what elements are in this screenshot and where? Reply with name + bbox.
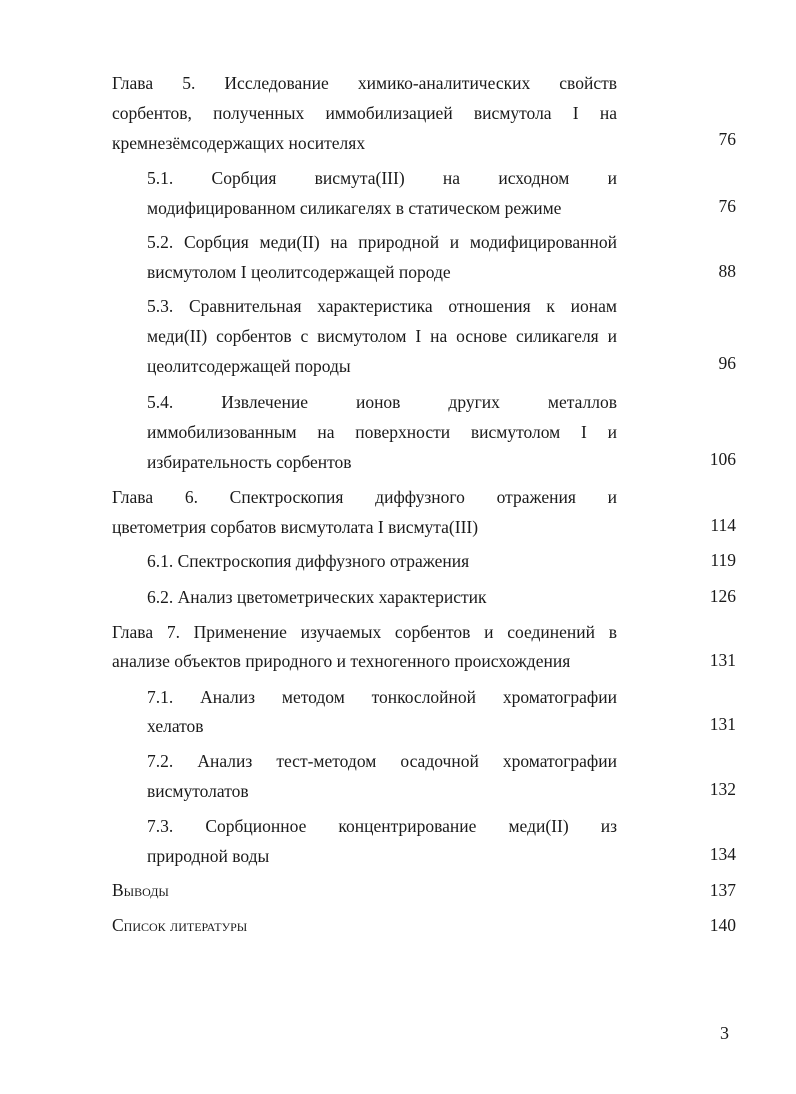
toc-entry-line: 6.1. Спектроскопия диффузного отражения <box>147 551 470 571</box>
toc-entry-line: Выводы <box>112 880 169 900</box>
toc-page-number: 114 <box>710 515 736 535</box>
toc-entry-line: сорбентов, полученных иммобилизацией висмутола I на <box>112 103 617 123</box>
toc-page-number: 140 <box>709 915 736 935</box>
toc-entry-line: меди(II) сорбентов с висмутолом I на основе силикагеля и <box>147 326 617 346</box>
toc-entry-line: цветометрия сорбатов висмутолата I висмута(III) <box>112 517 479 537</box>
toc-entry-line: 5.1. Сорбция висмута(III) на исходном и <box>147 168 617 188</box>
toc-entry-line: Список литературы <box>112 915 248 935</box>
toc-entry-line: 6.2. Анализ цветометрических характеристик <box>147 587 487 607</box>
toc-entry-line: кремнезёмсодержащих носителях <box>112 133 366 153</box>
toc-page-number: 88 <box>718 261 736 281</box>
toc-entry-line: Глава 7. Применение изучаемых сорбентов и соединений в <box>112 622 617 642</box>
toc-entry-line: хелатов <box>147 716 204 736</box>
toc-page-number: 134 <box>709 844 736 864</box>
toc-entry-line: природной воды <box>147 846 270 866</box>
page-number: 3 <box>720 1023 729 1043</box>
toc-entry-line: 7.1. Анализ методом тонкослойной хроматографии <box>147 687 617 707</box>
toc-entry-line: висмутолатов <box>147 781 249 801</box>
toc-page-number: 131 <box>709 650 736 670</box>
toc-entry-line: цеолитсодержащей породы <box>147 356 351 376</box>
toc-entry-line: 7.3. Сорбционное концентрирование меди(II) из <box>147 816 617 836</box>
toc-entry-line: 7.2. Анализ тест-методом осадочной хроматографии <box>147 751 617 771</box>
toc-entry-line: анализе объектов природного и техногенного происхождения <box>112 651 571 671</box>
toc-page-number: 131 <box>709 714 736 734</box>
toc-page-number: 132 <box>709 779 736 799</box>
toc-entry-line: 5.3. Сравнительная характеристика отношения к ионам <box>147 296 617 316</box>
toc-entry-line: модифицированном силикагелях в статическом режиме <box>147 198 562 218</box>
toc-page-number: 137 <box>709 880 736 900</box>
toc-entry-line: Глава 5. Исследование химико-аналитических свойств <box>112 73 617 93</box>
toc-entry-line: 5.2. Сорбция меди(II) на природной и модифицированной <box>147 232 617 252</box>
toc-page-number: 76 <box>718 196 736 216</box>
toc-page-number: 76 <box>718 129 736 149</box>
toc-entry-line: Глава 6. Спектроскопия диффузного отражения и <box>112 487 617 507</box>
toc-entry-line: висмутолом I цеолитсодержащей породе <box>147 262 451 282</box>
toc-page-number: 119 <box>710 550 736 570</box>
toc-page-number: 126 <box>709 586 736 606</box>
toc-page-number: 106 <box>709 449 736 469</box>
toc-page-number: 96 <box>718 353 736 373</box>
toc-entry-line: 5.4. Извлечение ионов других металлов <box>147 392 617 412</box>
toc-entry-line: избирательность сорбентов <box>147 452 352 472</box>
toc-entry-line: иммобилизованным на поверхности висмутолом I и <box>147 422 617 442</box>
